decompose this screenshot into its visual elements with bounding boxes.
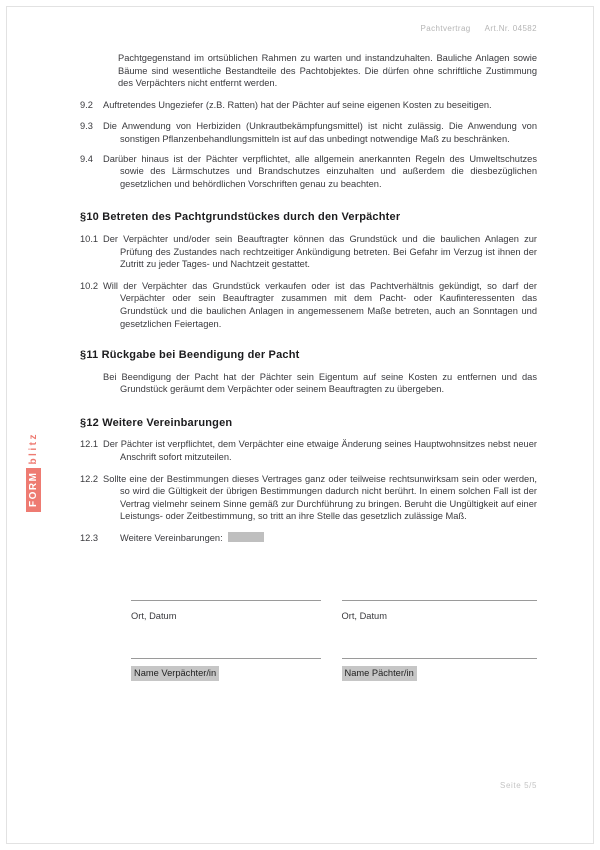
clause-10-2	[80, 280, 537, 330]
clause-text: Bei Beendigung der Pacht hat der Pächter sein Eigentum auf seine Kosten zu entfernen und das Grundstück geräumt dem Verpächter oder seinem Beauftragten zu übergeben.	[103, 371, 537, 395]
clause-text	[103, 532, 537, 545]
document-header	[421, 24, 538, 33]
clause-9-4	[80, 153, 537, 191]
signature-row2	[342, 658, 538, 681]
weitere-vereinbarungen-label: Weitere Vereinbarungen:	[120, 533, 223, 544]
clause-text: Sollte eine der Bestimmungen dieses Vertrages ganz oder teilweise rechtsunwirksam sein oder werden, so wird die Gültigkeit der übrigen Bestimmungen dadurch nicht berührt. In einem solchen Fall ist der Vertrag vielmehr seinem Sinne gemäß zur Durchführung zu bringen. Beruht die Ungültigkeit auf einer Leistungs- oder Zeitbestimmung, so tritt an ihre Stelle das gesetzlich zulässige Maß.	[103, 473, 537, 522]
clause-text: Die Anwendung von Herbiziden (Unkrautbekämpfungsmittel) ist nicht zulässig. Die Anwendung von sonstigen Pflanzenbehandlungsmitteln ist auf das unbedingt notwendige Maß zu beschränken.	[103, 121, 537, 144]
clause-9-3	[80, 120, 537, 145]
clause-number: 9.3	[80, 121, 93, 132]
clause-number: 12.1	[80, 439, 99, 450]
name-paechter-field[interactable]: Name Pächter/in	[342, 666, 417, 681]
signature-column-verpaechter	[131, 600, 321, 681]
clause-text: Darüber hinaus ist der Pächter verpflichtet, alle allgemein anerkannten Regeln des Umweltschutzes sowie des Lärmschutzes und Brandschutzes einzuhalten und außerdem die diesbezüglichen gesetzlichen und behördlichen Vorschriften genau zu beachten.	[103, 153, 537, 189]
clause-12-3	[80, 532, 537, 545]
formblitz-logo-form-badge: FORM	[26, 468, 41, 512]
clause-number: 12.3	[80, 533, 99, 544]
signature-line	[342, 600, 538, 601]
clause-text: Will der Verpächter das Grundstück verkaufen oder ist das Pachtverhältnis gekündigt, so darf der Verpächter oder sein Beauftragter zusammen mit dem Pacht- oder Kaufinteressenten das Grundstück und die baulichen Anlagen in angemessenem Maße betreten, auch an Sonntagen und gesetzlichen Feiertagen.	[103, 280, 537, 329]
weitere-vereinbarungen-field[interactable]	[228, 532, 264, 542]
clause-text: Auftretendes Ungeziefer (z.B. Ratten) hat der Pächter auf seine eigenen Kosten zu beseitigen.	[103, 99, 492, 110]
clause-text: Der Verpächter und/oder sein Beauftragter können das Grundstück und die baulichen Anlagen zur Prüfung des Zustandes nach rechtzeitiger Ankündigung betreten. Bei Gefahr im Verzug ist ihnen der Zutritt zu jeder Tages- und Nachtzeit gestattet.	[103, 233, 537, 270]
signature-line	[131, 658, 321, 659]
clause-11-paragraph	[80, 371, 537, 396]
header-article-number: Art.Nr. 04582	[484, 24, 537, 33]
header-doc-type: Pachtvertrag	[420, 24, 471, 33]
clause-number: 10.2	[80, 280, 99, 291]
clause-9-2	[80, 99, 537, 112]
clause-12-2	[80, 473, 537, 523]
signature-line	[342, 658, 538, 659]
page-number: Seite 5/5	[500, 781, 537, 790]
signature-column-paechter	[342, 600, 538, 681]
clause-number: 10.1	[80, 233, 99, 244]
name-verpaechter-field[interactable]: Name Verpächter/in	[131, 666, 219, 681]
clause-10-1	[80, 233, 537, 271]
section-10-heading: §10 Betreten des Pachtgrundstückes durch den Verpächter	[80, 211, 401, 224]
section-12-heading: §12 Weitere Vereinbarungen	[80, 416, 233, 429]
section-11-heading: §11 Rückgabe bei Beendigung der Pacht	[80, 349, 300, 362]
signature-line	[131, 600, 321, 601]
ort-datum-label: Ort, Datum	[341, 610, 387, 621]
clause-text: Der Pächter ist verpflichtet, dem Verpächter eine etwaige Änderung seines Hauptwohnsitzes nebst neuer Anschrift sofort mitzuteilen.	[103, 439, 537, 463]
signature-row2	[131, 658, 321, 681]
clause-number: 12.2	[80, 473, 99, 484]
contract-body	[0, 52, 600, 681]
signature-block	[131, 600, 537, 681]
clause-number: 9.4	[80, 153, 93, 164]
clause-12-1	[80, 438, 537, 463]
clause-number: 9.2	[80, 99, 93, 110]
ort-datum-label: Ort, Datum	[131, 610, 177, 621]
clause-number-spacer	[80, 371, 103, 396]
formblitz-logo-blitz-text: blitz	[28, 432, 39, 465]
clause-9-1-continuation: Pachtgegenstand im ortsüblichen Rahmen zu warten und instandzuhalten. Bauliche Anlagen sowie Bäume sind wesentliche Bestandteile des Pachtobjektes. Die dürfen ohne schriftliche Zustimmung des Verpächters nicht entfernt werden.	[118, 53, 537, 89]
